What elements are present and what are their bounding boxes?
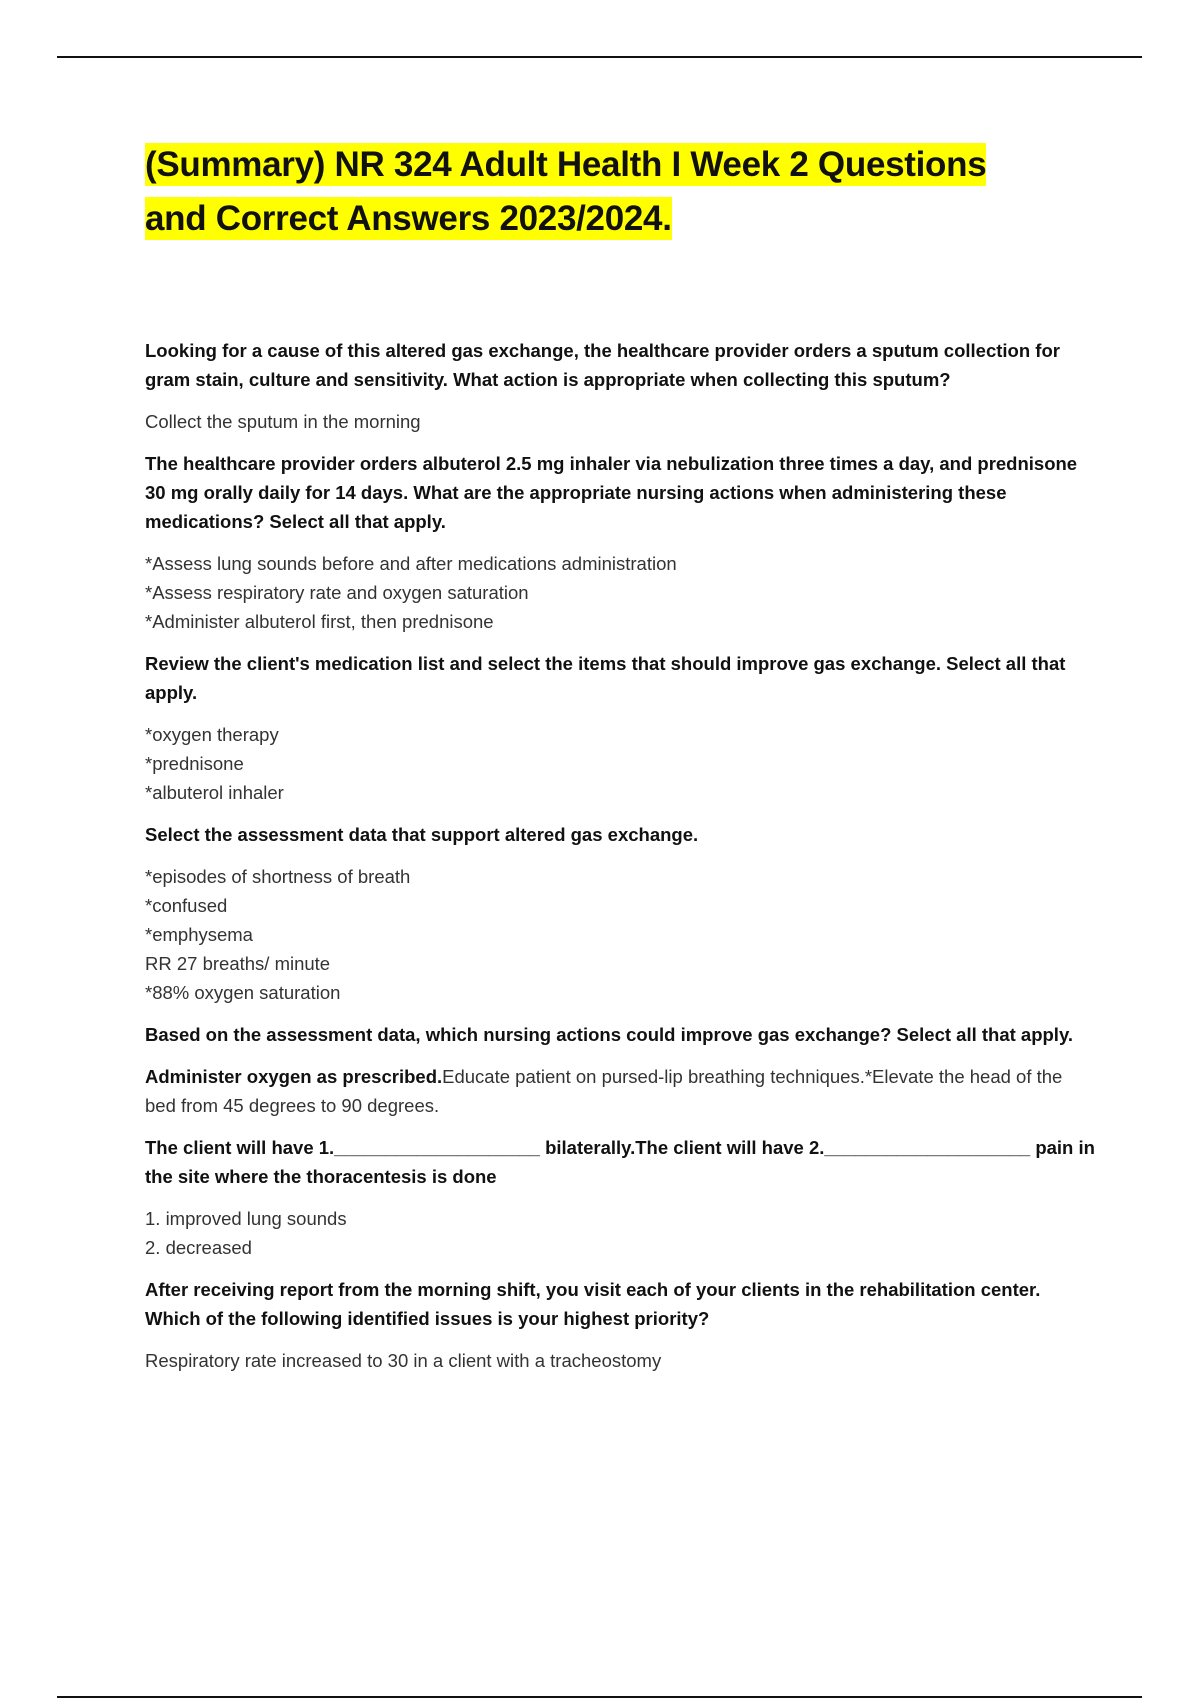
footer-rule bbox=[57, 1696, 1142, 1698]
answer-line: *albuterol inhaler bbox=[145, 782, 284, 803]
answer-3 bbox=[145, 720, 1095, 807]
answer-line: *confused bbox=[145, 895, 228, 916]
answer-line: *episodes of shortness of breath bbox=[145, 866, 411, 887]
answer-line: Respiratory rate increased to 30 in a client with a tracheostomy bbox=[145, 1350, 662, 1371]
answer-6 bbox=[145, 1204, 1095, 1262]
answer-line: *88% oxygen saturation bbox=[145, 982, 341, 1003]
answer-line: *Administer albuterol first, then prednisone bbox=[145, 611, 494, 632]
answer-rest-part: Educate patient on pursed-lip breathing techniques.*Elevate the head of the bed from 45 degrees to 90 degrees. bbox=[145, 1066, 1063, 1116]
answer-4 bbox=[145, 862, 1095, 1007]
document-title bbox=[145, 138, 1105, 246]
qa-content bbox=[145, 336, 1095, 1388]
title-line-1: (Summary) NR 324 Adult Health I Week 2 Questions bbox=[145, 145, 987, 184]
answer-5 bbox=[145, 1062, 1095, 1120]
answer-line: RR 27 breaths/ minute bbox=[145, 953, 331, 974]
answer-line: *emphysema bbox=[145, 924, 253, 945]
answer-2 bbox=[145, 549, 1095, 636]
question-5: Based on the assessment data, which nursing actions could improve gas exchange? Select all that apply. bbox=[145, 1024, 1073, 1045]
question-4: Select the assessment data that support altered gas exchange. bbox=[145, 824, 699, 845]
answer-1 bbox=[145, 407, 1095, 436]
answer-line: *oxygen therapy bbox=[145, 724, 279, 745]
question-2: The healthcare provider orders albuterol 2.5 mg inhaler via nebulization three times a day, and prednisone 30 mg orally daily for 14 days. What are the appropriate nursing actions when administering these medications? Select all that apply. bbox=[145, 453, 1078, 532]
title-line-2: and Correct Answers 2023/2024. bbox=[145, 199, 672, 238]
answer-line: Collect the sputum in the morning bbox=[145, 411, 421, 432]
answer-7 bbox=[145, 1346, 1095, 1375]
answer-line: 1. improved lung sounds bbox=[145, 1208, 347, 1229]
answer-line: *Assess lung sounds before and after medications administration bbox=[145, 553, 677, 574]
answer-line: 2. decreased bbox=[145, 1237, 252, 1258]
question-3: Review the client's medication list and select the items that should improve gas exchange. Select all that apply. bbox=[145, 653, 1066, 703]
header-rule bbox=[57, 56, 1142, 58]
question-6: The client will have 1.____________________ bilaterally.The client will have 2.____________________ pain in the site where the thoracentesis is done bbox=[145, 1137, 1095, 1187]
question-7: After receiving report from the morning shift, you visit each of your clients in the rehabilitation center. Which of the following identified issues is your highest priority? bbox=[145, 1279, 1041, 1329]
question-1: Looking for a cause of this altered gas exchange, the healthcare provider orders a sputum collection for gram stain, culture and sensitivity. What action is appropriate when collecting this sputum? bbox=[145, 340, 1060, 390]
answer-line: *Assess respiratory rate and oxygen saturation bbox=[145, 582, 529, 603]
answer-bold-part: Administer oxygen as prescribed. bbox=[145, 1066, 443, 1087]
answer-line: *prednisone bbox=[145, 753, 244, 774]
